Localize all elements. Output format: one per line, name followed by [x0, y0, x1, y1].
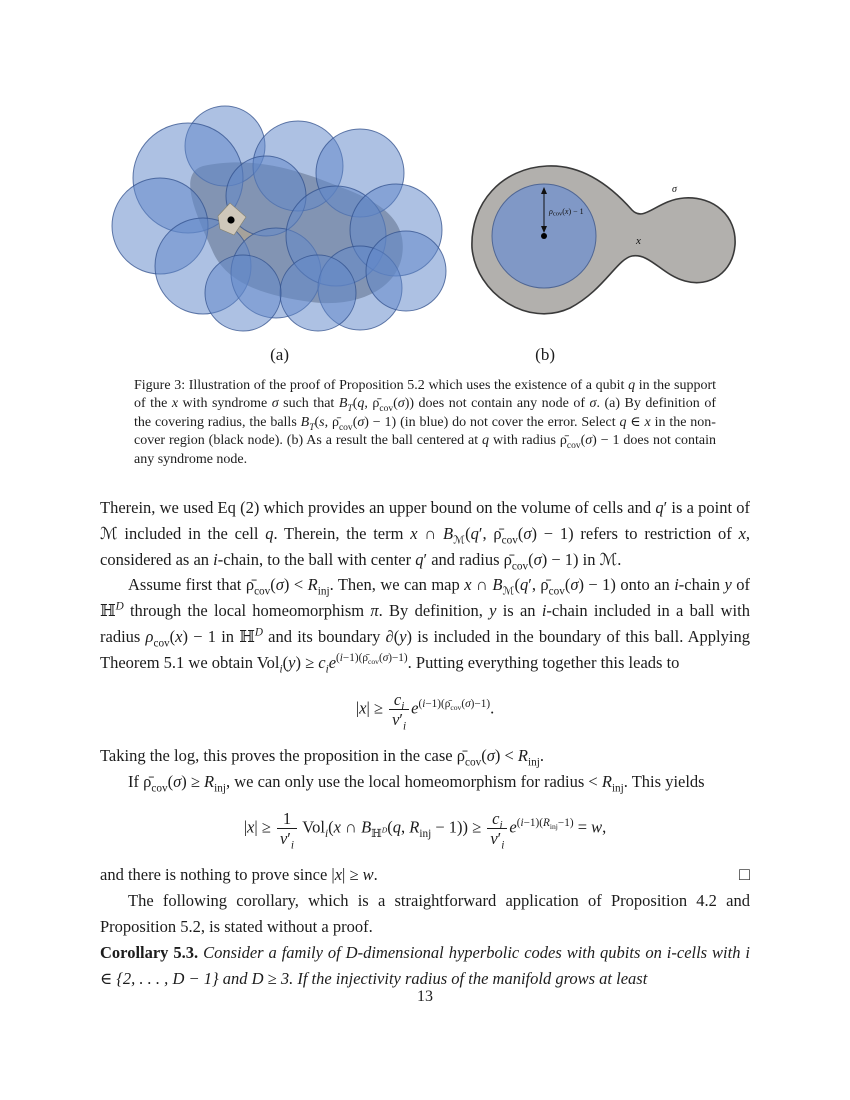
paragraph-nothing-to-prove	[100, 862, 750, 888]
qed-symbol: □	[739, 864, 750, 885]
covering-ball	[366, 231, 446, 311]
paragraph-assume: Assume first that $\rhō_{cov}(\sigma) < R_{inj}$. Then, we can map x ∩ $B_ℳ(q'$, $\rhō_{cov}(\sigma) - 1$) onto an i-chain y of ℍ$^D$ through the local homeomorphism π. By definition, y is an i-chain included in a ball with radius $\rho_{cov}(x) - 1$ in ℍ$^D$ and its boundary ∂(y) is included in the boundary of this ball. Applying Theorem 5.1 we obtain $Vol_i(y) \ge c_ie^{(i-1)(\rhō_{cov}(\sigma)-1)}$. Putting everything together this leads to	[100, 575, 750, 676]
corollary-heading: Corollary 5.3.	[100, 942, 199, 962]
center-node	[541, 233, 547, 239]
qubit-node	[227, 216, 234, 223]
radius-label: ρcov(x) − 1	[549, 207, 584, 218]
covering-ball	[280, 255, 356, 331]
page-number: 13	[417, 988, 433, 1005]
balls-group	[112, 106, 446, 331]
paragraph-therein: Therein, we used Eq (2) which provides an upper bound on the volume of cells and q′ is a point of ℳ included in the cell q. Therein, the term x ∩ $B_ℳ(q'$, $\rhō_{cov}(\sigma) - 1$) refers to restriction of x, considered as an i-chain, to the ball with center q′ and radius $\rhō_{cov}(\sigma) - 1$) in ℳ.	[100, 498, 751, 572]
figure-caption: Figure 3: Illustration of the proof of Proposition 5.2 which uses the existence of a qubit q in the support of the x with syndrome σ such that $B_T(q$, $\rhō_{cov}(\sigma)$) does not contain any node of σ. (a) By definition of the covering radius, the balls $B_T(s$, $\rhō_{cov}(\sigma) - 1$) (in blue) do not cover the error. Select q ∈ x in the non-cover region (black node). (b) As a result the ball centered at q with radius $\rhō_{cov}(\sigma) - 1$ does not contain any syndrome node.	[134, 378, 717, 467]
panel-b-label: (b)	[535, 345, 555, 364]
corollary-body: Consider a family of D-dimensional hyperbolic codes with qubits on i-cells with i ∈ {2, . . . , D − 1} and D ≥ 3. If the injectivity radius of the manifold grows at least	[100, 942, 751, 988]
figure-panel-a	[108, 88, 448, 343]
figure-3	[108, 88, 750, 343]
paragraph-taking-log: Taking the log, this proves the proposition in the case $\rhō_{cov}(\sigma) < R_{inj}$.	[100, 746, 544, 769]
covering-ball	[205, 255, 281, 331]
ball-in-support-diagram	[452, 148, 752, 338]
covering-balls-diagram	[108, 88, 448, 338]
figure-panel-b	[452, 148, 752, 343]
paragraph-following-corollary: The following corollary, which is a straightforward application of Proposition 4.2 and Proposition 5.2, is stated without a proof.	[100, 891, 750, 937]
paragraph-if-case: If $\rhō_{cov}(\sigma) \ge R_{inj}$, we can only use the local homeomorphism for radius < $R_{inj}$. This yields	[128, 772, 705, 795]
equation-2: |x| ≥ $\frac{1}{v'_i}$ Vol$_i$(x ∩ $B_{ℍ^D}(q$, $R_{inj} - 1$)) ≥ $\frac{c_i}{v'_i}$ $e^{(i-1)(R_{inj}-1)} = w$,	[243, 808, 607, 852]
nothing-to-prove-text: and there is nothing to prove since |x| ≥ w.	[100, 865, 378, 885]
equation-1: |x| ≥ $\frac{c_i}{v'_i}$ $e^{(i-1)(\rhō_{cov}(\sigma)-1)}$.	[355, 689, 495, 733]
panel-a-label: (a)	[270, 345, 290, 364]
sigma-label: σ	[672, 184, 677, 195]
x-region-label: x	[636, 235, 641, 247]
subfigure-labels	[108, 345, 750, 365]
corollary-5-3	[100, 940, 750, 992]
body-text	[100, 495, 750, 991]
